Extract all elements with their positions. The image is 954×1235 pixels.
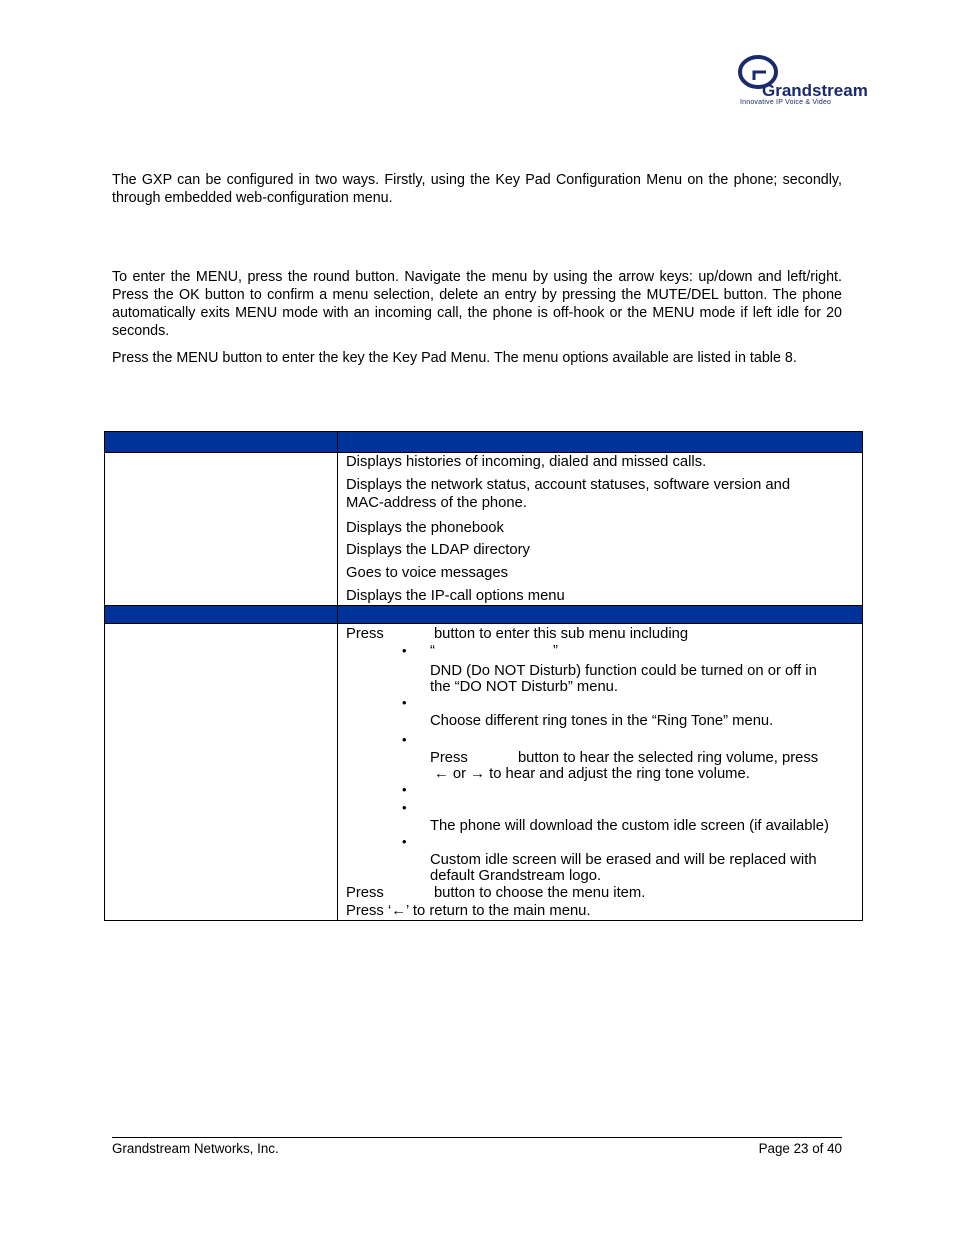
quote-open: “ xyxy=(430,643,435,659)
option-name-cell xyxy=(105,624,338,921)
keypad-menu-table xyxy=(104,431,863,921)
table-row xyxy=(105,624,863,921)
bullet: • xyxy=(402,800,407,815)
press-menu-paragraph: Press the MENU button to enter the key the Key Pad Menu. The menu options available are listed in table 8. xyxy=(112,350,797,366)
table-header-row xyxy=(105,432,863,453)
ring-vol-rest: button to hear the selected ring volume, press xyxy=(517,750,819,766)
bullet: • xyxy=(402,834,407,849)
idle-download-text: The phone will download the custom idle screen (if available) xyxy=(430,818,829,834)
footer-rule xyxy=(112,1137,842,1138)
intro-paragraph: The GXP can be configured in two ways. Firstly, using the Key Pad Configuration Menu on the phone; secondly, through embedded web-configuration menu. xyxy=(112,172,842,206)
press-word: Press xyxy=(346,626,384,642)
table-row xyxy=(105,453,863,606)
enter-menu-paragraph: To enter the MENU, press the round button. Navigate the menu by using the arrow keys: up/down and left/right. Press the OK button to confirm a menu selection, delete an entry by pressing the MUTE/DEL button. The phone automatically exits MENU mode with an incoming call, the phone is off-hook or the MENU mode if left idle for 20 seconds. xyxy=(112,269,842,339)
bullet: • xyxy=(402,732,407,747)
ring-tone-text: Choose different ring tones in the “Ring Tone” menu. xyxy=(430,713,774,729)
ip-call-description: Displays the IP-call options menu xyxy=(346,588,565,604)
return-text: Press ‘←’ to return to the main menu. xyxy=(346,903,591,919)
header-cell-right xyxy=(338,432,863,453)
status-description-1: Displays the network status, account statuses, software version and xyxy=(346,477,791,493)
idle-erase-text-2: default Grandstream logo. xyxy=(430,868,602,884)
header-cell-left xyxy=(105,432,338,453)
section-header-right xyxy=(338,606,863,624)
option-description-cell xyxy=(338,453,863,606)
ring-vol-arrows: ← or → to hear and adjust the ring tone volume. xyxy=(434,766,750,782)
option-name-cell xyxy=(105,453,338,606)
section-header-row xyxy=(105,606,863,624)
choose-text: button to choose the menu item. xyxy=(433,885,646,901)
section-header-left xyxy=(105,606,338,624)
page-number: Page 23 of 40 xyxy=(758,1141,842,1156)
status-description-2: MAC-address of the phone. xyxy=(346,495,527,511)
bullet: • xyxy=(402,643,407,658)
dnd-text-1: DND (Do NOT Disturb) function could be turned on or off in xyxy=(430,663,817,679)
dnd-text-2: the “DO NOT Disturb” menu. xyxy=(430,679,619,695)
enter-sub-text: button to enter this sub menu including xyxy=(433,626,689,642)
ring-vol-press: Press xyxy=(430,750,468,766)
phonebook-description: Displays the phonebook xyxy=(346,520,504,536)
logo-wordmark: Grandstream xyxy=(762,81,868,100)
idle-erase-text-1: Custom idle screen will be erased and will be replaced with xyxy=(430,852,817,868)
footer-company: Grandstream Networks, Inc. xyxy=(112,1141,279,1156)
logo-tagline: Innovative IP Voice & Video xyxy=(740,99,832,106)
preferences-description-cell xyxy=(338,624,863,921)
press-word: Press xyxy=(346,885,384,901)
bullet: • xyxy=(402,782,407,797)
bullet: • xyxy=(402,695,407,710)
ldap-description: Displays the LDAP directory xyxy=(346,542,530,558)
voice-messages-description: Goes to voice messages xyxy=(346,565,509,581)
quote-close: ” xyxy=(552,643,558,659)
history-description: Displays histories of incoming, dialed and missed calls. xyxy=(346,454,707,470)
